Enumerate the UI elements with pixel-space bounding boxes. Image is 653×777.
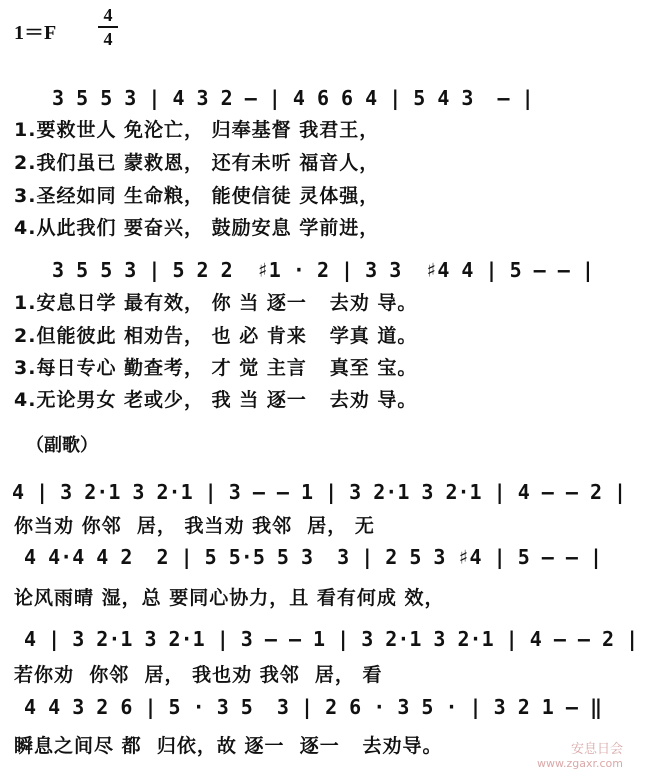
verse-lyric-2-2: 2.但能彼此 相劝告， 也 必 肯来 学真 道。	[14, 325, 418, 347]
time-signature-bar	[98, 26, 118, 28]
chorus-notes-line-4: 4 4 3 2 6 | 5 · 3 5 3 | 2 6 · 3 5 · | 3 2 1 – ‖	[12, 695, 603, 719]
verse-lyric-1-3: 3.圣经如同 生命粮， 能使信徒 灵体强，	[14, 185, 380, 207]
key-signature: 1＝F	[14, 22, 57, 44]
chorus-lyric-line-4: 瞬息之间尽 都 归依，故 逐一 逐一 去劝导。	[14, 735, 443, 757]
time-signature-bottom: 4	[103, 29, 113, 49]
verse-lyric-1-4: 4.从此我们 要奋兴， 鼓励安息 学前进，	[14, 217, 380, 239]
verse-lyric-1-1: 1.要救世人 免沦亡， 归奉基督 我君王，	[14, 119, 380, 141]
chorus-lyric-line-1: 你当劝 你邻 居， 我当劝 我邻 居， 无	[14, 515, 375, 537]
verse-lyric-2-3: 3.每日专心 勤查考， 才 觉 主言 真至 宝。	[14, 357, 418, 379]
verse-lyric-2-1: 1.安息日学 最有效， 你 当 逐一 去劝 导。	[14, 292, 418, 314]
chorus-label: （副歌）	[26, 435, 98, 456]
verse-lyric-1-2: 2.我们虽已 蒙救恩， 还有未听 福音人，	[14, 152, 380, 174]
watermark-text: 安息日会	[570, 742, 623, 757]
chorus-notes-line-1: 4 | 3 2·1 3 2·1 | 3 – – 1 | 3 2·1 3 2·1 | 4 – – 2 |	[12, 480, 627, 504]
verse-notes-line-1: 3 5 5 3 | 4 3 2 – | 4 6 6 4 | 5 4 3 – |	[40, 86, 534, 110]
chorus-notes-line-3: 4 | 3 2·1 3 2·1 | 3 – – 1 | 3 2·1 3 2·1 | 4 – – 2 |	[12, 627, 639, 651]
chorus-lyric-line-2: 论风雨晴 湿，总 要同心协力，且 看有何成 效，	[14, 587, 445, 609]
chorus-notes-line-2: 4 4·4 4 2 2 | 5 5·5 5 3 3 | 2 5 3 ♯4 | 5 – – |	[12, 545, 603, 569]
verse-notes-line-2: 3 5 5 3 | 5 2 2 ♯1 · 2 | 3 3 ♯4 4 | 5 – – |	[40, 258, 594, 282]
watermark	[537, 743, 623, 771]
chorus-lyric-line-3: 若你劝 你邻 居， 我也劝 我邻 居， 看	[14, 664, 383, 686]
time-signature	[98, 6, 118, 48]
watermark-url: www.zgaxr.com	[537, 757, 623, 770]
verse-lyric-2-4: 4.无论男女 老或少， 我 当 逐一 去劝 导。	[14, 389, 418, 411]
time-signature-top: 4	[103, 5, 113, 25]
